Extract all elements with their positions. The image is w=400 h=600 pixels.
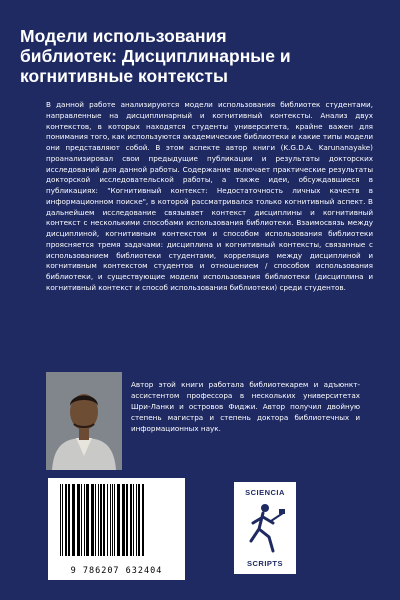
barcode-bar [91,484,94,556]
book-title-line-3: когнитивные контексты [20,66,228,86]
barcode-bar [84,484,85,556]
publisher-logo-top-text: SCIENCIA [245,488,285,497]
author-photo [46,372,122,470]
barcode-bar [126,484,128,556]
barcode-bars [56,484,177,560]
barcode-bar [107,484,108,556]
barcode-bar [72,484,75,556]
book-title [20,26,382,86]
barcode-bar [138,484,140,556]
barcode-bar [65,484,67,556]
publisher-logo [234,482,296,574]
barcode-bar [103,484,105,556]
barcode-bar [122,484,125,556]
barcode-bar [81,484,82,556]
isbn-digits: 9 786207 632404 [70,566,163,576]
book-description: В данной работе анализируются модели использования библиотек студентами, направленные на дисциплинарный и когнитивный контексты. Анализ двух контекстов, в которых находятся студенты университета, крайне важен для понимания того, как используются академические библиотеки и какие типы модели они представляют собой. В этом аспекте автор книги (K.G.D.A. Karunanayake) проанализировал свои предыдущие публикации и результаты докторских исследований для данной работы. Содержание включает практические результаты докторской исследовательской работы, а также идеи, обсуждавшиеся в публикациях: "Когнитивный контекст: Недостаточность личных качеств в информационном поиске", в которой рассматривался только когнитивный аспект. В дальнейшем исследование связывает контекст дисциплины и когнитивный контекст с несколькими способами использования библиотеки. Взаимосвязь между дисциплиной, когнитивным контекстом и способом использования библиотеки проясняется тремя задачами: дисциплина и когнитивный контексты, связанные с использованием библиотеки студентами, корреляция между дисциплиной и когнитивным контекстом студентов и отношением / способом использования библиотеки, и существующие модели использования библиотеки (дисциплина и когнитивный контекст и способ использования библиотеки) среди студентов. [46,100,373,292]
barcode-bar [98,484,99,556]
barcode-bar [117,484,120,556]
isbn-barcode [48,478,185,580]
barcode-bar [136,484,137,556]
publisher-logo-bottom-text: SCRIPTS [246,559,283,568]
barcode-bar [68,484,70,556]
barcode-bar [114,484,115,556]
barcode-bar [142,484,144,556]
barcode-bar [110,484,111,556]
barcode-bar [133,484,134,556]
barcode-bar [77,484,80,556]
book-title-line-1: Модели использования [20,26,227,46]
barcode-bar [112,484,113,556]
barcode-bar [60,484,61,556]
barcode-bar [95,484,96,556]
barcode-bar [86,484,89,556]
author-bio: Автор этой книги работала библиотекарем и адъюнкт-ассистентом профессора в нескольких университетах Шри-Ланки и островов Фиджи. Автор получил двойную степень магистра и степень доктора библиотечных и информационных наук. [131,380,360,433]
barcode-bar [130,484,132,556]
book-title-line-2: библиотек: Дисциплинарные и [20,46,291,66]
barcode-bar [100,484,102,556]
running-scholar-icon [243,499,287,555]
barcode-bar [62,484,63,556]
